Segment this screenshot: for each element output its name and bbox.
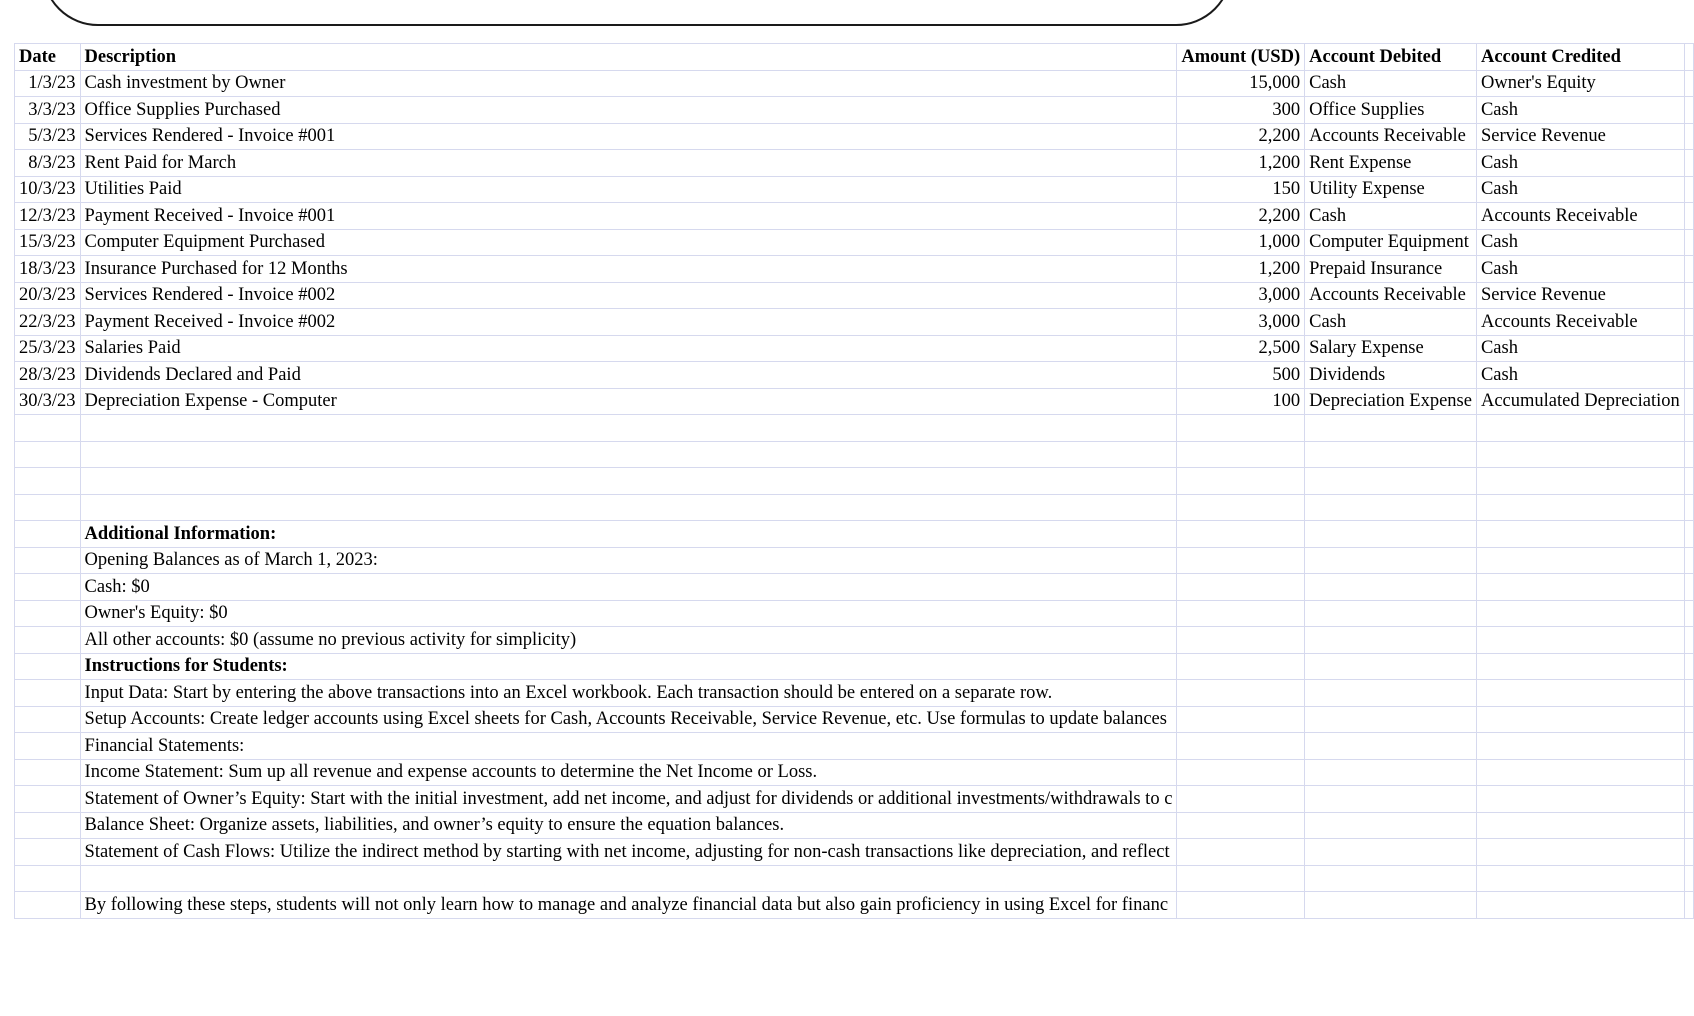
- account-credited-cell[interactable]: Cash: [1476, 97, 1684, 124]
- empty-cell[interactable]: [1684, 203, 1693, 230]
- empty-cell[interactable]: [1684, 388, 1693, 415]
- empty-cell[interactable]: [1476, 547, 1684, 574]
- empty-cell[interactable]: [1305, 653, 1477, 680]
- note-row: [15, 547, 1694, 574]
- empty-cell[interactable]: [1476, 574, 1684, 601]
- description-cell[interactable]: Services Rendered - Invoice #002: [80, 282, 1177, 309]
- account-debited-cell[interactable]: Dividends: [1305, 362, 1477, 389]
- empty-cell[interactable]: [1684, 812, 1693, 839]
- note-cell[interactable]: [80, 759, 1177, 786]
- note-row: [15, 865, 1694, 892]
- note-cell[interactable]: [80, 812, 1177, 839]
- empty-cell[interactable]: [1177, 494, 1305, 521]
- empty-cell[interactable]: [15, 812, 81, 839]
- account-credited-cell[interactable]: Cash: [1476, 256, 1684, 283]
- amount-cell[interactable]: 1,000: [1177, 229, 1305, 256]
- account-debited-cell[interactable]: Cash: [1305, 70, 1477, 97]
- date-cell[interactable]: 30/3/23: [15, 388, 81, 415]
- empty-cell[interactable]: [1684, 600, 1693, 627]
- empty-cell[interactable]: [1684, 733, 1693, 760]
- note-text: Income Statement: Sum up all revenue and expense accounts to determine the Net Income or Loss.: [84, 762, 818, 783]
- account-credited-cell[interactable]: Service Revenue: [1476, 282, 1684, 309]
- amount-cell[interactable]: 100: [1177, 388, 1305, 415]
- header-amount[interactable]: Amount (USD): [1177, 44, 1305, 71]
- amount-cell[interactable]: 2,500: [1177, 335, 1305, 362]
- empty-cell[interactable]: [1684, 574, 1693, 601]
- empty-cell[interactable]: [1476, 627, 1684, 654]
- empty-cell[interactable]: [15, 521, 81, 548]
- note-cell[interactable]: [80, 627, 1177, 654]
- date-cell[interactable]: 10/3/23: [15, 176, 81, 203]
- empty-cell[interactable]: [1177, 839, 1305, 866]
- empty-cell[interactable]: [1305, 574, 1477, 601]
- note-text: Financial Statements:: [84, 735, 245, 756]
- empty-cell[interactable]: [1177, 733, 1305, 760]
- empty-cell[interactable]: [15, 786, 81, 813]
- date-cell[interactable]: 25/3/23: [15, 335, 81, 362]
- empty-cell[interactable]: [1684, 309, 1693, 336]
- empty-row: [15, 468, 1694, 495]
- account-credited-cell[interactable]: Accounts Receivable: [1476, 309, 1684, 336]
- empty-cell[interactable]: [80, 441, 1177, 468]
- empty-cell[interactable]: [1684, 70, 1693, 97]
- empty-cell[interactable]: [15, 441, 81, 468]
- note-row: [15, 786, 1694, 813]
- account-credited-cell[interactable]: Cash: [1476, 362, 1684, 389]
- note-cell[interactable]: [80, 521, 1177, 548]
- date-cell[interactable]: 28/3/23: [15, 362, 81, 389]
- empty-cell[interactable]: [1177, 653, 1305, 680]
- empty-cell[interactable]: [1305, 733, 1477, 760]
- empty-cell[interactable]: [1684, 521, 1693, 548]
- note-cell[interactable]: [80, 600, 1177, 627]
- empty-cell[interactable]: [1305, 839, 1477, 866]
- empty-cell[interactable]: [1177, 627, 1305, 654]
- date-cell[interactable]: 18/3/23: [15, 256, 81, 283]
- empty-cell[interactable]: [1684, 786, 1693, 813]
- description-cell[interactable]: Office Supplies Purchased: [80, 97, 1177, 124]
- empty-cell[interactable]: [1684, 415, 1693, 442]
- note-row: [15, 680, 1694, 707]
- empty-cell[interactable]: [1684, 680, 1693, 707]
- note-text: Statement of Cash Flows: Utilize the indirect method by starting with net income, adjusting for non-cash transactions like depreciation, and reflect: [84, 841, 1170, 862]
- empty-cell[interactable]: [1684, 150, 1693, 177]
- account-credited-cell[interactable]: Service Revenue: [1476, 123, 1684, 150]
- empty-cell[interactable]: [1684, 627, 1693, 654]
- table-row: [15, 282, 1694, 309]
- note-cell[interactable]: [80, 706, 1177, 733]
- table-row: [15, 309, 1694, 336]
- header-description[interactable]: Description: [80, 44, 1177, 71]
- empty-cell[interactable]: [1177, 521, 1305, 548]
- note-text: Balance Sheet: Organize assets, liabilities, and owner’s equity to ensure the equation balances.: [84, 815, 785, 836]
- top-callout-border: [42, 0, 1232, 26]
- note-text: Setup Accounts: Create ledger accounts using Excel sheets for Cash, Accounts Receivable, Service Revenue, etc. Use formulas to update balances: [84, 709, 1167, 730]
- amount-cell[interactable]: 2,200: [1177, 123, 1305, 150]
- note-row: [15, 812, 1694, 839]
- description-cell[interactable]: Dividends Declared and Paid: [80, 362, 1177, 389]
- description-cell[interactable]: Salaries Paid: [80, 335, 1177, 362]
- empty-cell[interactable]: [1476, 892, 1684, 919]
- empty-cell[interactable]: [1177, 892, 1305, 919]
- empty-cell[interactable]: [80, 468, 1177, 495]
- note-text: Statement of Owner’s Equity: Start with the initial investment, add net income, and adjust for dividends or additional investments/withdrawals to c: [84, 788, 1173, 809]
- empty-cell[interactable]: [1177, 415, 1305, 442]
- table-row: [15, 388, 1694, 415]
- account-debited-cell[interactable]: Rent Expense: [1305, 150, 1477, 177]
- empty-cell[interactable]: [1305, 892, 1477, 919]
- date-cell[interactable]: 15/3/23: [15, 229, 81, 256]
- description-cell[interactable]: Insurance Purchased for 12 Months: [80, 256, 1177, 283]
- account-debited-cell[interactable]: Salary Expense: [1305, 335, 1477, 362]
- empty-cell[interactable]: [1684, 256, 1693, 283]
- empty-cell[interactable]: [1305, 468, 1477, 495]
- note-row: [15, 574, 1694, 601]
- description-cell[interactable]: Cash investment by Owner: [80, 70, 1177, 97]
- empty-cell[interactable]: [1305, 706, 1477, 733]
- note-row: [15, 706, 1694, 733]
- table-row: [15, 97, 1694, 124]
- account-debited-cell[interactable]: Prepaid Insurance: [1305, 256, 1477, 283]
- empty-cell[interactable]: [15, 653, 81, 680]
- amount-cell[interactable]: 3,000: [1177, 282, 1305, 309]
- empty-cell[interactable]: [1177, 759, 1305, 786]
- note-cell[interactable]: [80, 865, 1177, 892]
- date-cell[interactable]: 1/3/23: [15, 70, 81, 97]
- date-cell[interactable]: 22/3/23: [15, 309, 81, 336]
- empty-cell[interactable]: [15, 600, 81, 627]
- empty-cell[interactable]: [1305, 680, 1477, 707]
- empty-cell[interactable]: [1476, 415, 1684, 442]
- empty-cell[interactable]: [1305, 759, 1477, 786]
- table-row: [15, 335, 1694, 362]
- empty-cell[interactable]: [1305, 521, 1477, 548]
- note-row: [15, 627, 1694, 654]
- empty-cell[interactable]: [15, 839, 81, 866]
- empty-cell[interactable]: [1177, 812, 1305, 839]
- empty-cell[interactable]: [1476, 733, 1684, 760]
- description-cell[interactable]: Payment Received - Invoice #001: [80, 203, 1177, 230]
- empty-cell[interactable]: [15, 627, 81, 654]
- account-credited-cell[interactable]: Cash: [1476, 335, 1684, 362]
- spreadsheet-table: [14, 43, 1694, 919]
- empty-row: [15, 494, 1694, 521]
- account-credited-cell[interactable]: Accumulated Depreciation: [1476, 388, 1684, 415]
- account-debited-cell[interactable]: Depreciation Expense: [1305, 388, 1477, 415]
- note-row: [15, 521, 1694, 548]
- empty-cell[interactable]: [1476, 680, 1684, 707]
- empty-cell[interactable]: [15, 547, 81, 574]
- note-cell[interactable]: [80, 733, 1177, 760]
- empty-cell[interactable]: [1305, 441, 1477, 468]
- table-row: [15, 70, 1694, 97]
- header-account-debited[interactable]: Account Debited: [1305, 44, 1477, 71]
- empty-cell[interactable]: [1684, 97, 1693, 124]
- empty-cell[interactable]: [1684, 468, 1693, 495]
- note-row: [15, 653, 1694, 680]
- empty-cell[interactable]: [1684, 839, 1693, 866]
- empty-cell[interactable]: [15, 574, 81, 601]
- empty-cell[interactable]: [15, 733, 81, 760]
- empty-cell[interactable]: [1476, 600, 1684, 627]
- header-date[interactable]: Date: [15, 44, 81, 71]
- empty-cell[interactable]: [15, 865, 81, 892]
- account-debited-cell[interactable]: Utility Expense: [1305, 176, 1477, 203]
- amount-cell[interactable]: 300: [1177, 97, 1305, 124]
- empty-cell[interactable]: [15, 415, 81, 442]
- empty-cell[interactable]: [1684, 335, 1693, 362]
- date-cell[interactable]: 5/3/23: [15, 123, 81, 150]
- note-text: Cash: $0: [84, 576, 150, 597]
- empty-cell[interactable]: [1476, 759, 1684, 786]
- amount-cell[interactable]: 3,000: [1177, 309, 1305, 336]
- note-row: [15, 892, 1694, 919]
- empty-cell[interactable]: [1305, 600, 1477, 627]
- empty-cell[interactable]: [1476, 468, 1684, 495]
- empty-cell[interactable]: [1177, 547, 1305, 574]
- empty-cell[interactable]: [1476, 839, 1684, 866]
- empty-cell[interactable]: [1684, 706, 1693, 733]
- date-cell[interactable]: 20/3/23: [15, 282, 81, 309]
- empty-cell[interactable]: [1476, 812, 1684, 839]
- note-row: [15, 839, 1694, 866]
- empty-cell[interactable]: [1476, 706, 1684, 733]
- date-cell[interactable]: 3/3/23: [15, 97, 81, 124]
- description-cell[interactable]: Services Rendered - Invoice #001: [80, 123, 1177, 150]
- empty-cell[interactable]: [1684, 441, 1693, 468]
- note-text: By following these steps, students will not only learn how to manage and analyze financial data but also gain proficiency in using Excel for financ: [84, 894, 1169, 915]
- empty-cell[interactable]: [1177, 600, 1305, 627]
- empty-cell[interactable]: [1177, 706, 1305, 733]
- empty-cell[interactable]: [1684, 547, 1693, 574]
- account-credited-cell[interactable]: Cash: [1476, 150, 1684, 177]
- table-row: [15, 123, 1694, 150]
- empty-cell[interactable]: [15, 706, 81, 733]
- note-row: [15, 600, 1694, 627]
- empty-cell[interactable]: [15, 680, 81, 707]
- empty-cell[interactable]: [1476, 653, 1684, 680]
- account-credited-cell[interactable]: Accounts Receivable: [1476, 203, 1684, 230]
- table-row: [15, 229, 1694, 256]
- empty-cell[interactable]: [1177, 680, 1305, 707]
- empty-cell[interactable]: [1476, 521, 1684, 548]
- empty-cell[interactable]: [1684, 865, 1693, 892]
- empty-cell[interactable]: [1177, 441, 1305, 468]
- empty-cell[interactable]: [15, 468, 81, 495]
- account-debited-cell[interactable]: Cash: [1305, 203, 1477, 230]
- header-account-credited[interactable]: Account Credited: [1476, 44, 1684, 71]
- note-cell[interactable]: [80, 786, 1177, 813]
- empty-row: [15, 415, 1694, 442]
- empty-cell[interactable]: [1476, 786, 1684, 813]
- empty-cell[interactable]: [1177, 865, 1305, 892]
- amount-cell[interactable]: 1,200: [1177, 150, 1305, 177]
- empty-cell[interactable]: [1684, 653, 1693, 680]
- amount-cell[interactable]: 2,200: [1177, 203, 1305, 230]
- account-debited-cell[interactable]: Accounts Receivable: [1305, 282, 1477, 309]
- account-debited-cell[interactable]: Accounts Receivable: [1305, 123, 1477, 150]
- empty-cell[interactable]: [1476, 441, 1684, 468]
- amount-cell[interactable]: 150: [1177, 176, 1305, 203]
- table-row: [15, 362, 1694, 389]
- empty-cell[interactable]: [1305, 415, 1477, 442]
- empty-cell[interactable]: [1305, 812, 1477, 839]
- empty-cell[interactable]: [1305, 547, 1477, 574]
- empty-cell[interactable]: [1177, 574, 1305, 601]
- empty-cell[interactable]: [1684, 229, 1693, 256]
- empty-cell[interactable]: [80, 494, 1177, 521]
- description-cell[interactable]: Depreciation Expense - Computer: [80, 388, 1177, 415]
- amount-cell[interactable]: 500: [1177, 362, 1305, 389]
- empty-cell[interactable]: [80, 415, 1177, 442]
- empty-cell[interactable]: [15, 759, 81, 786]
- note-cell[interactable]: [80, 680, 1177, 707]
- account-credited-cell[interactable]: Owner's Equity: [1476, 70, 1684, 97]
- date-cell[interactable]: 8/3/23: [15, 150, 81, 177]
- empty-cell[interactable]: [15, 494, 81, 521]
- description-cell[interactable]: Rent Paid for March: [80, 150, 1177, 177]
- note-cell[interactable]: [80, 653, 1177, 680]
- note-cell[interactable]: [80, 547, 1177, 574]
- empty-cell[interactable]: [1684, 44, 1693, 71]
- description-cell[interactable]: Payment Received - Invoice #002: [80, 309, 1177, 336]
- table-row: [15, 150, 1694, 177]
- amount-cell[interactable]: 1,200: [1177, 256, 1305, 283]
- note-text: Owner's Equity: $0: [84, 603, 228, 624]
- description-cell[interactable]: Computer Equipment Purchased: [80, 229, 1177, 256]
- empty-cell[interactable]: [1476, 865, 1684, 892]
- empty-row: [15, 441, 1694, 468]
- empty-cell[interactable]: [1684, 362, 1693, 389]
- description-cell[interactable]: Utilities Paid: [80, 176, 1177, 203]
- account-credited-cell[interactable]: Cash: [1476, 229, 1684, 256]
- empty-cell[interactable]: [15, 892, 81, 919]
- date-cell[interactable]: 12/3/23: [15, 203, 81, 230]
- note-cell[interactable]: [80, 892, 1177, 919]
- note-text: Input Data: Start by entering the above transactions into an Excel workbook. Each transaction should be entered on a separate row.: [84, 682, 1053, 703]
- empty-cell[interactable]: [1684, 123, 1693, 150]
- note-row: [15, 733, 1694, 760]
- account-debited-cell[interactable]: Office Supplies: [1305, 97, 1477, 124]
- empty-cell[interactable]: [1476, 494, 1684, 521]
- account-debited-cell[interactable]: Computer Equipment: [1305, 229, 1477, 256]
- note-text: Additional Information:: [84, 523, 277, 544]
- table-row: [15, 176, 1694, 203]
- empty-cell[interactable]: [1684, 282, 1693, 309]
- empty-cell[interactable]: [1305, 865, 1477, 892]
- note-text: Opening Balances as of March 1, 2023:: [84, 550, 378, 571]
- empty-cell[interactable]: [1177, 786, 1305, 813]
- header-row: [15, 44, 1694, 71]
- empty-cell[interactable]: [1177, 468, 1305, 495]
- empty-cell[interactable]: [1305, 627, 1477, 654]
- note-row: [15, 759, 1694, 786]
- note-text: All other accounts: $0 (assume no previous activity for simplicity): [84, 629, 577, 650]
- account-credited-cell[interactable]: Cash: [1476, 176, 1684, 203]
- empty-cell[interactable]: [1684, 892, 1693, 919]
- table-row: [15, 203, 1694, 230]
- note-cell[interactable]: [80, 574, 1177, 601]
- empty-cell[interactable]: [1305, 494, 1477, 521]
- amount-cell[interactable]: 15,000: [1177, 70, 1305, 97]
- empty-cell[interactable]: [1684, 176, 1693, 203]
- empty-cell[interactable]: [1684, 759, 1693, 786]
- empty-cell[interactable]: [1305, 786, 1477, 813]
- note-cell[interactable]: [80, 839, 1177, 866]
- table-row: [15, 256, 1694, 283]
- account-debited-cell[interactable]: Cash: [1305, 309, 1477, 336]
- empty-cell[interactable]: [1684, 494, 1693, 521]
- note-text: Instructions for Students:: [84, 656, 288, 677]
